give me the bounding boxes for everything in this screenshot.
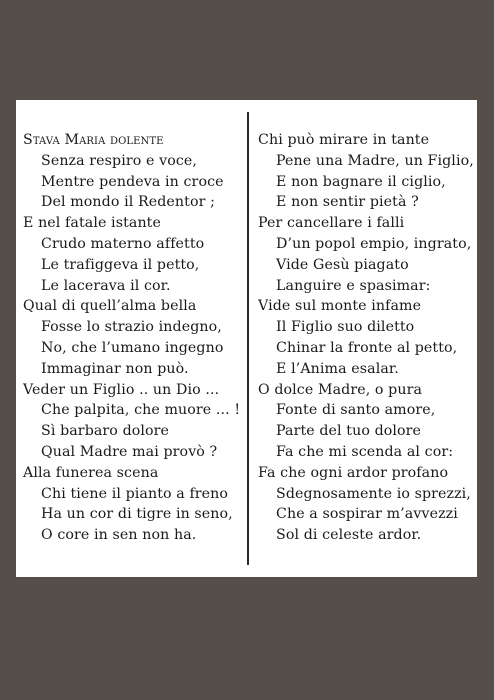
verse-line: Fonte di santo amore,: [276, 402, 436, 419]
verse-line: Sdegnosamente io sprezzi,: [276, 485, 471, 502]
printed-page: [16, 100, 477, 577]
verse-line: Che palpita, che muore ... !: [41, 402, 241, 419]
verse-line: Sì barbaro dolore: [41, 423, 170, 440]
left-column: [23, 130, 255, 546]
verse-line: Senza respiro e voce,: [41, 152, 198, 169]
verse-line: Qual di quell’alma bella: [23, 298, 197, 315]
column-divider: [247, 112, 249, 565]
verse-line: Qual Madre mai provò ?: [41, 443, 218, 460]
verse-line: Fa che mi scenda al cor:: [276, 443, 454, 460]
verse-line: Vide sul monte infame: [258, 298, 422, 315]
verse-line: E non sentir pietà ?: [276, 194, 419, 211]
verse-line: Il Figlio suo diletto: [276, 319, 415, 336]
verse-line: Sol di celeste ardor.: [276, 527, 422, 544]
verse-line: O dolce Madre, o pura: [258, 381, 423, 398]
verse-line: Pene una Madre, un Figlio,: [276, 152, 474, 169]
verse-line: No, che l’umano ingegno: [41, 339, 224, 356]
verse-line: Per cancellare i falli: [258, 215, 405, 232]
verse-line: Del mondo il Redentor ;: [41, 194, 215, 211]
verse-line: Immaginar non può.: [41, 360, 189, 377]
right-column: [258, 130, 477, 546]
verse-line: Alla funerea scena: [23, 464, 159, 481]
verse-line: Fosse lo strazio indegno,: [41, 319, 222, 336]
verse-line: Mentre pendeva in croce: [41, 173, 224, 190]
verse-line: Parte del tuo dolore: [276, 423, 422, 440]
verse-line: Chi può mirare in tante: [258, 132, 430, 148]
verse-line: Languire e spasimar:: [276, 277, 431, 294]
verse-line: Le lacerava il cor.: [41, 277, 171, 294]
verse-line: E non bagnare il ciglio,: [276, 173, 446, 190]
verse-line: Ha un cor di tigre in seno,: [41, 506, 233, 523]
verse-line: E l’Anima esalar.: [276, 360, 399, 377]
verse-line: E nel fatale istante: [23, 215, 161, 232]
verse-line: Stava Maria dolente: [23, 132, 164, 148]
verse-line: Veder un Figlio .. un Dio ...: [23, 381, 220, 398]
verse-line: O core in sen non ha.: [41, 527, 197, 544]
verse-line: Crudo materno affetto: [41, 235, 205, 252]
verse-line: Vide Gesù piagato: [276, 256, 409, 273]
verse-line: Le trafiggeva il petto,: [41, 256, 200, 273]
verse-line: D’un popol empio, ingrato,: [276, 235, 472, 252]
verse-line: Chi tiene il pianto a freno: [41, 485, 229, 502]
verse-line: Chinar la fronte al petto,: [276, 339, 458, 356]
verse-line: Che a sospirar m’avvezzi: [276, 506, 458, 523]
verse-line: Fa che ogni ardor profano: [258, 464, 449, 481]
